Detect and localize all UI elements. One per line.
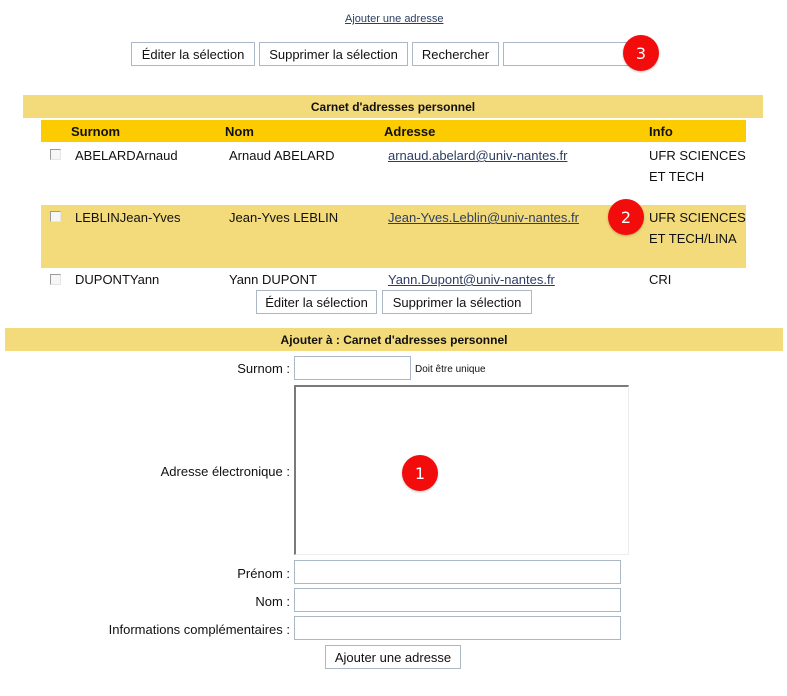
row-nickname: ABELARDArnaud [75,148,178,163]
annotation-badge-3: 3 [623,35,659,71]
email-label: Adresse électronique : [160,464,290,479]
info-label: Informations complémentaires : [108,622,290,637]
row-name: Arnaud ABELARD [229,148,335,163]
delete-selection-button[interactable]: Supprimer la sélection [259,42,408,66]
row-info: UFR SCIENCES ET TECH/LINA [649,210,746,246]
nickname-hint: Doit être unique [415,364,486,375]
row-nickname: LEBLINJean-Yves [75,210,181,225]
edit-selection-bottom-button[interactable]: Éditer la sélection [256,290,377,314]
email-textarea[interactable] [294,385,629,555]
column-header-info[interactable]: Info [649,124,673,139]
info-input[interactable] [294,616,621,640]
edit-selection-button[interactable]: Éditer la sélection [131,42,255,66]
add-address-link[interactable]: Ajouter une adresse [345,13,444,25]
row-nickname: DUPONTYann [75,272,160,287]
annotation-badge-2: 2 [608,199,644,235]
row-checkbox[interactable] [50,274,61,285]
addressbook-title: Carnet d'adresses personnel [23,95,763,118]
table-row [41,143,746,205]
nickname-label: Surnom : [237,361,290,376]
delete-selection-bottom-button[interactable]: Supprimer la sélection [382,290,532,314]
row-name: Jean-Yves LEBLIN [229,210,339,225]
lastname-input[interactable] [294,588,621,612]
add-address-button[interactable]: Ajouter une adresse [325,645,461,669]
row-email-link[interactable]: arnaud.abelard@univ-nantes.fr [388,148,568,163]
row-checkbox[interactable] [50,211,61,222]
annotation-badge-1: 1 [402,455,438,491]
row-name: Yann DUPONT [229,272,317,287]
row-email-link[interactable]: Jean-Yves.Leblin@univ-nantes.fr [388,210,579,225]
table-row [41,268,746,290]
nickname-input[interactable] [294,356,411,380]
column-header-nickname[interactable]: Surnom [71,124,121,139]
search-input[interactable] [503,42,629,66]
column-header-name[interactable]: Nom [225,124,254,139]
search-button[interactable]: Rechercher [412,42,499,66]
row-info: CRI [649,272,672,287]
table-header [41,120,746,142]
lastname-label: Nom : [255,594,290,609]
add-form-title: Ajouter à : Carnet d'adresses personnel [5,328,783,351]
row-info: UFR SCIENCES ET TECH [649,148,746,184]
column-header-address[interactable]: Adresse [384,124,436,139]
firstname-input[interactable] [294,560,621,584]
row-email-link[interactable]: Yann.Dupont@univ-nantes.fr [388,272,555,287]
row-checkbox[interactable] [50,149,61,160]
firstname-label: Prénom : [237,566,290,581]
